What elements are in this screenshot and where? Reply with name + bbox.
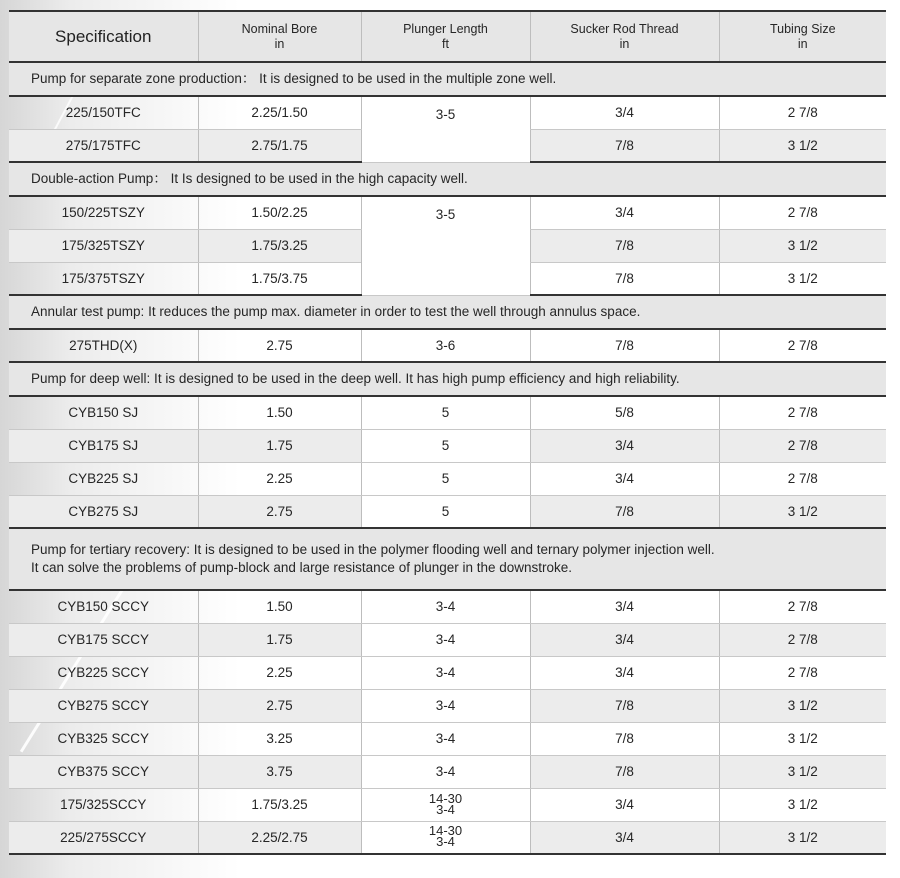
sucker-rod-thread-cell: 3/4 — [530, 788, 719, 821]
specification-cell: CYB225 SJ — [9, 462, 198, 495]
tubing-size-cell: 2 7/8 — [719, 462, 886, 495]
plunger-length-cell: 3-4 — [361, 722, 530, 755]
specification-cell: 225/275SCCY — [9, 821, 198, 854]
plunger-length-cell: 3-4 — [361, 689, 530, 722]
sucker-rod-thread-cell: 7/8 — [530, 262, 719, 295]
tubing-size-cell: 2 7/8 — [719, 429, 886, 462]
tubing-size-cell: 3 1/2 — [719, 755, 886, 788]
table-row — [9, 788, 886, 821]
section-title-line: Pump for deep well: It is designed to be used in the deep well. It has high pump efficiency and high reliability. — [31, 371, 680, 386]
section-header-row — [9, 295, 886, 329]
specification-cell: 175/325TSZY — [9, 229, 198, 262]
section-header-row — [9, 528, 886, 590]
table-row — [9, 755, 886, 788]
tubing-size-cell: 2 7/8 — [719, 96, 886, 129]
plunger-length-cell: 5 — [361, 429, 530, 462]
specification-cell: 150/225TSZY — [9, 196, 198, 229]
sucker-rod-thread-cell: 7/8 — [530, 495, 719, 528]
plunger-length-cell: 3-4 — [361, 755, 530, 788]
nominal-bore-cell: 2.75 — [198, 689, 361, 722]
table-row — [9, 590, 886, 623]
sucker-rod-thread-cell: 3/4 — [530, 623, 719, 656]
tubing-size-cell: 3 1/2 — [719, 495, 886, 528]
tubing-size-cell: 3 1/2 — [719, 129, 886, 162]
specification-cell: 175/325SCCY — [9, 788, 198, 821]
section-title — [9, 162, 886, 196]
section-title-line: Pump for separate zone production： It is designed to be used in the multiple zone well. — [31, 71, 557, 86]
section-title-line: Annular test pump: It reduces the pump max. diameter in order to test the well through annulus space. — [31, 304, 641, 319]
sucker-rod-thread-cell: 3/4 — [530, 196, 719, 229]
sucker-rod-thread-cell: 7/8 — [530, 722, 719, 755]
tubing-size-cell: 2 7/8 — [719, 196, 886, 229]
pump-spec-table — [9, 10, 886, 855]
section-title — [9, 295, 886, 329]
specification-cell: CYB275 SJ — [9, 495, 198, 528]
specification-cell: CYB175 SJ — [9, 429, 198, 462]
plunger-length-line: 3-4 — [436, 834, 455, 850]
specification-cell: CYB175 SCCY — [9, 623, 198, 656]
plunger-length-line: 3-4 — [436, 801, 455, 817]
nominal-bore-cell: 1.50 — [198, 590, 361, 623]
tubing-size-cell: 2 7/8 — [719, 396, 886, 429]
table-row — [9, 329, 886, 362]
sucker-rod-thread-cell: 3/4 — [530, 462, 719, 495]
plunger-length-cell: 3-4 — [361, 656, 530, 689]
nominal-bore-cell: 1.75 — [198, 429, 361, 462]
section-title — [9, 62, 886, 96]
header-plunger-length: Plunger Length ft — [361, 11, 530, 62]
sucker-rod-thread-cell: 5/8 — [530, 396, 719, 429]
header-sucker-rod-thread: Sucker Rod Thread in — [530, 11, 719, 62]
nominal-bore-cell: 2.75 — [198, 495, 361, 528]
sucker-rod-thread-cell: 7/8 — [530, 329, 719, 362]
tubing-size-cell: 2 7/8 — [719, 329, 886, 362]
section-title-line: Pump for tertiary recovery: It is designed to be used in the polymer flooding well and ternary polymer injection well. — [31, 542, 715, 557]
header-tubing-size: Tubing Size in — [719, 11, 886, 62]
sucker-rod-thread-cell: 3/4 — [530, 821, 719, 854]
plunger-length-cell: 3-4 — [361, 590, 530, 623]
nominal-bore-cell: 1.50/2.25 — [198, 196, 361, 229]
plunger-length-cell: 3-5 — [361, 196, 530, 295]
table-row — [9, 722, 886, 755]
table-row — [9, 396, 886, 429]
table-row — [9, 196, 886, 229]
specification-cell: 275/175TFC — [9, 129, 198, 162]
specification-cell: CYB150 SCCY — [9, 590, 198, 623]
specification-cell: 175/375TSZY — [9, 262, 198, 295]
specification-cell: CYB150 SJ — [9, 396, 198, 429]
table-row — [9, 656, 886, 689]
tubing-size-cell: 3 1/2 — [719, 689, 886, 722]
section-title-line: It can solve the problems of pump-block and large resistance of plunger in the downstroke. — [31, 560, 573, 575]
table-row — [9, 495, 886, 528]
table-row — [9, 821, 886, 854]
sucker-rod-thread-cell: 7/8 — [530, 129, 719, 162]
section-header-row — [9, 162, 886, 196]
nominal-bore-cell: 1.75 — [198, 623, 361, 656]
plunger-length-cell: 3-4 — [361, 623, 530, 656]
plunger-length-cell — [361, 821, 530, 854]
sucker-rod-thread-cell: 3/4 — [530, 656, 719, 689]
sucker-rod-thread-cell: 7/8 — [530, 689, 719, 722]
plunger-length-line: 14-30 — [428, 823, 463, 839]
table-row — [9, 429, 886, 462]
sucker-rod-thread-cell: 7/8 — [530, 229, 719, 262]
specification-cell: CYB275 SCCY — [9, 689, 198, 722]
table-row — [9, 462, 886, 495]
tubing-size-cell: 2 7/8 — [719, 623, 886, 656]
sucker-rod-thread-cell: 3/4 — [530, 96, 719, 129]
nominal-bore-cell: 2.25/2.75 — [198, 821, 361, 854]
tubing-size-cell: 3 1/2 — [719, 821, 886, 854]
section-title — [9, 362, 886, 396]
section-header-row — [9, 362, 886, 396]
plunger-length-cell: 5 — [361, 396, 530, 429]
plunger-length-cell: 5 — [361, 462, 530, 495]
nominal-bore-cell: 1.75/3.25 — [198, 229, 361, 262]
plunger-length-cell — [361, 788, 530, 821]
sucker-rod-thread-cell: 3/4 — [530, 590, 719, 623]
nominal-bore-cell: 1.75/3.25 — [198, 788, 361, 821]
specification-cell: CYB325 SCCY — [9, 722, 198, 755]
nominal-bore-cell: 3.75 — [198, 755, 361, 788]
plunger-length-cell: 5 — [361, 495, 530, 528]
nominal-bore-cell: 2.25 — [198, 656, 361, 689]
nominal-bore-cell: 2.75 — [198, 329, 361, 362]
nominal-bore-cell: 1.50 — [198, 396, 361, 429]
plunger-length-cell: 3-5 — [361, 96, 530, 162]
nominal-bore-cell: 1.75/3.75 — [198, 262, 361, 295]
table-row — [9, 689, 886, 722]
nominal-bore-cell: 2.75/1.75 — [198, 129, 361, 162]
section-header-row — [9, 62, 886, 96]
nominal-bore-cell: 2.25/1.50 — [198, 96, 361, 129]
table-row — [9, 623, 886, 656]
specification-cell: CYB375 SCCY — [9, 755, 198, 788]
plunger-length-cell: 3-6 — [361, 329, 530, 362]
tubing-size-cell: 2 7/8 — [719, 590, 886, 623]
sucker-rod-thread-cell: 3/4 — [530, 429, 719, 462]
tubing-size-cell: 3 1/2 — [719, 262, 886, 295]
header-nominal-bore: Nominal Bore in — [198, 11, 361, 62]
header-specification: Specification — [9, 11, 198, 62]
specification-cell: CYB225 SCCY — [9, 656, 198, 689]
section-title-line: Double-action Pump： It Is designed to be used in the high capacity well. — [31, 171, 468, 186]
tubing-size-cell: 3 1/2 — [719, 722, 886, 755]
tubing-size-cell: 3 1/2 — [719, 788, 886, 821]
section-title — [9, 528, 886, 590]
header-row — [9, 11, 886, 62]
table-row — [9, 96, 886, 129]
plunger-length-line: 14-30 — [428, 790, 463, 806]
specification-cell: 225/150TFC — [9, 96, 198, 129]
specification-cell: 275THD(X) — [9, 329, 198, 362]
tubing-size-cell: 3 1/2 — [719, 229, 886, 262]
tubing-size-cell: 2 7/8 — [719, 656, 886, 689]
nominal-bore-cell: 3.25 — [198, 722, 361, 755]
nominal-bore-cell: 2.25 — [198, 462, 361, 495]
sucker-rod-thread-cell: 7/8 — [530, 755, 719, 788]
